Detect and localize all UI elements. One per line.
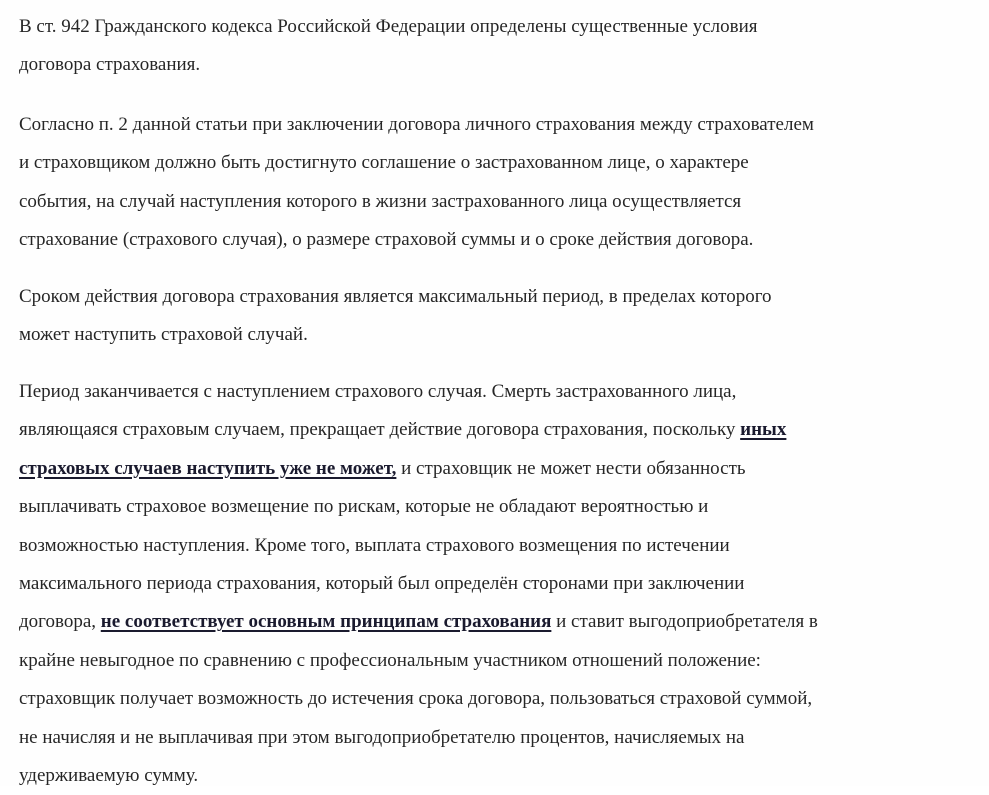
text-line: договора страхования. bbox=[19, 54, 201, 76]
emphasized-text: страховых случаев наступить уже не может, bbox=[19, 457, 397, 479]
text-segment: договора, bbox=[19, 611, 101, 633]
text-segment: и страховщик не может нести обязанность bbox=[396, 457, 746, 479]
text-line: не начисляя и не выплачивая при этом выгодоприобретателю процентов, начисляемых на bbox=[19, 726, 745, 748]
text-line bbox=[19, 603, 818, 641]
emphasized-text: иных bbox=[740, 419, 787, 441]
text-line: Согласно п. 2 данной статьи при заключении договора личного страхования между страхователем bbox=[19, 114, 814, 135]
paragraph-period-ends bbox=[19, 373, 818, 795]
text-line: крайне невыгодное по сравнению с профессиональным участником отношений положение: bbox=[19, 649, 761, 671]
text-segment: являющаяся страховым случаем, прекращает действие договора страхования, поскольку bbox=[19, 419, 741, 441]
text-line: возможностью наступления. Кроме того, выплата страхового возмещения по истечении bbox=[19, 534, 730, 556]
text-line: выплачивать страховое возмещение по рискам, которые не обладают вероятностью и bbox=[19, 496, 709, 518]
text-line: Период заканчивается с наступлением страхового случая. Смерть застрахованного лица, bbox=[19, 381, 737, 402]
text-line: страхование (страхового случая), о размере страховой суммы и о сроке действия договора. bbox=[19, 229, 754, 251]
text-line bbox=[19, 411, 818, 449]
paragraph-personal-insurance bbox=[19, 106, 814, 260]
text-line: максимального периода страхования, который был определён сторонами при заключении bbox=[19, 572, 745, 594]
text-line bbox=[19, 450, 818, 488]
paragraph-contract-term bbox=[19, 278, 772, 355]
emphasized-text: не соответствует основным принципам страхования bbox=[100, 611, 552, 633]
text-line: Сроком действия договора страхования является максимальный период, в пределах которого bbox=[19, 286, 772, 307]
text-line: может наступить страховой случай. bbox=[19, 324, 308, 346]
paragraph-article-942 bbox=[19, 8, 758, 85]
text-line: страховщик получает возможность до истечения срока договора, пользоваться страховой суммой, bbox=[19, 688, 813, 710]
text-line: В ст. 942 Гражданского кодекса Российской Федерации определены существенные условия bbox=[19, 16, 758, 37]
text-line: и страховщиком должно быть достигнуто соглашение о застрахованном лице, о характере bbox=[19, 152, 749, 174]
text-line: события, на случай наступления которого в жизни застрахованного лица осуществляется bbox=[19, 190, 742, 212]
text-line: удерживаемую сумму. bbox=[19, 764, 199, 786]
text-segment: и ставит выгодоприобретателя в bbox=[551, 611, 818, 633]
